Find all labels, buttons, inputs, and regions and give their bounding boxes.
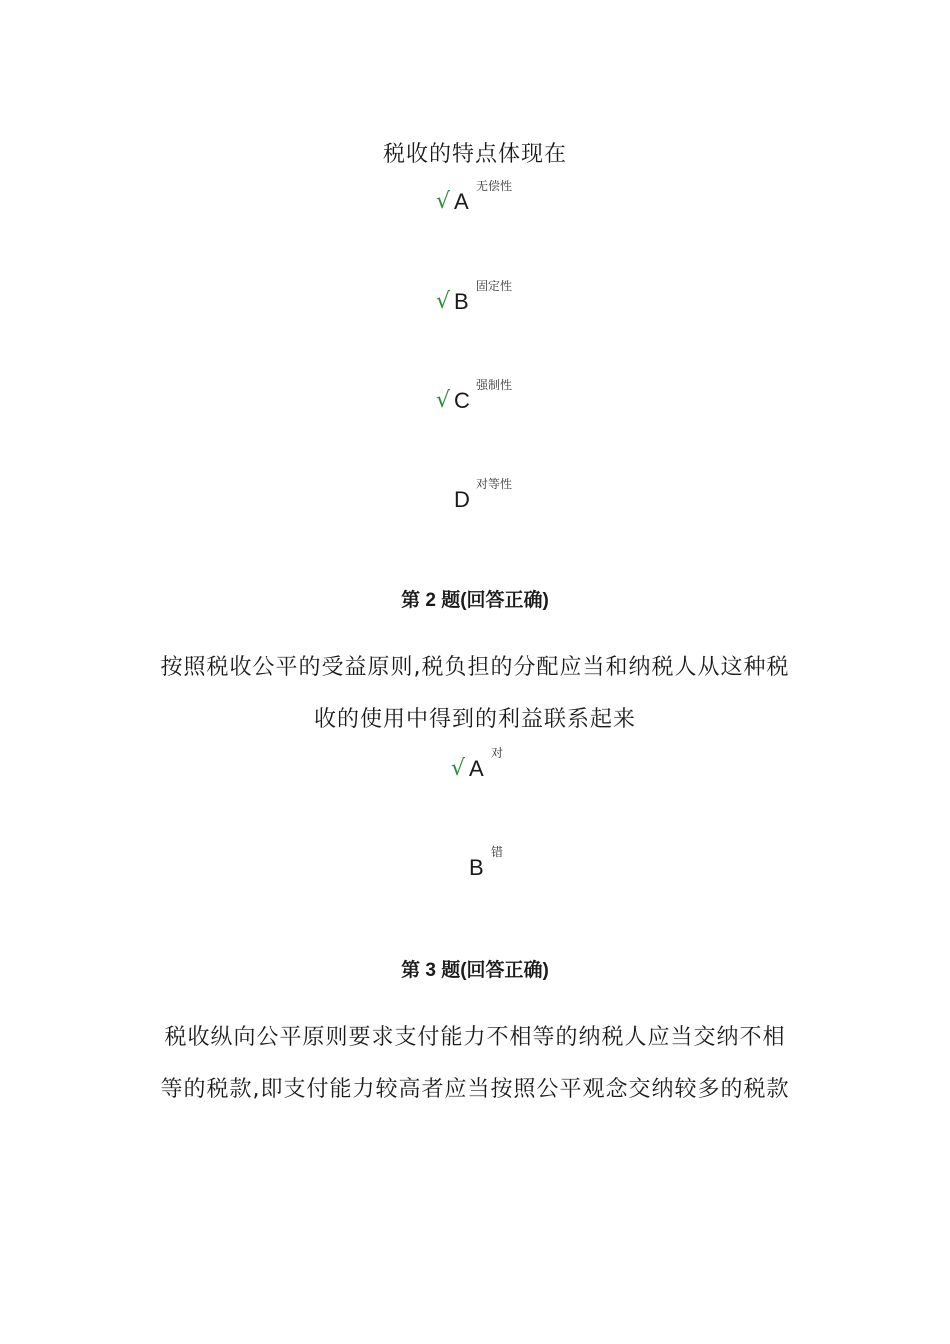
option-text: 无偿性 [476,179,513,193]
option-letter: A [454,189,469,214]
question-3-text [0,1012,950,1116]
check-mark-icon: √ [451,756,466,781]
question-2-line-2: 收的使用中得到的利益联系起来 [313,707,636,732]
question-2-text [0,642,950,746]
option-letter: C [454,388,470,413]
question-3-heading: 第 3 题(回答正确) [401,960,549,981]
option-text: 对等性 [476,477,513,491]
option-text: 错 [491,845,504,859]
option-letter: B [454,289,469,314]
question-2-line-1: 按照税收公平的受益原则,税负担的分配应当和纳税人从这种税 [160,655,790,680]
check-mark-icon: √ [436,289,451,314]
option-letter: B [469,855,484,880]
question-2-heading: 第 2 题(回答正确) [401,590,549,611]
check-mark-icon: √ [436,388,451,413]
option-text: 固定性 [476,279,513,293]
option-text: 对 [491,746,504,760]
option-text: 强制性 [476,378,513,392]
option-letter: D [454,487,470,512]
check-mark-icon: √ [436,189,451,214]
question-3-line-2: 等的税款,即支付能力较高者应当按照公平观念交纳较多的税款 [160,1077,790,1102]
option-letter: A [469,756,484,781]
question-3-line-1: 税收纵向公平原则要求支付能力不相等的纳税人应当交纳不相 [164,1025,786,1050]
question-1-text: 税收的特点体现在 [382,142,567,167]
